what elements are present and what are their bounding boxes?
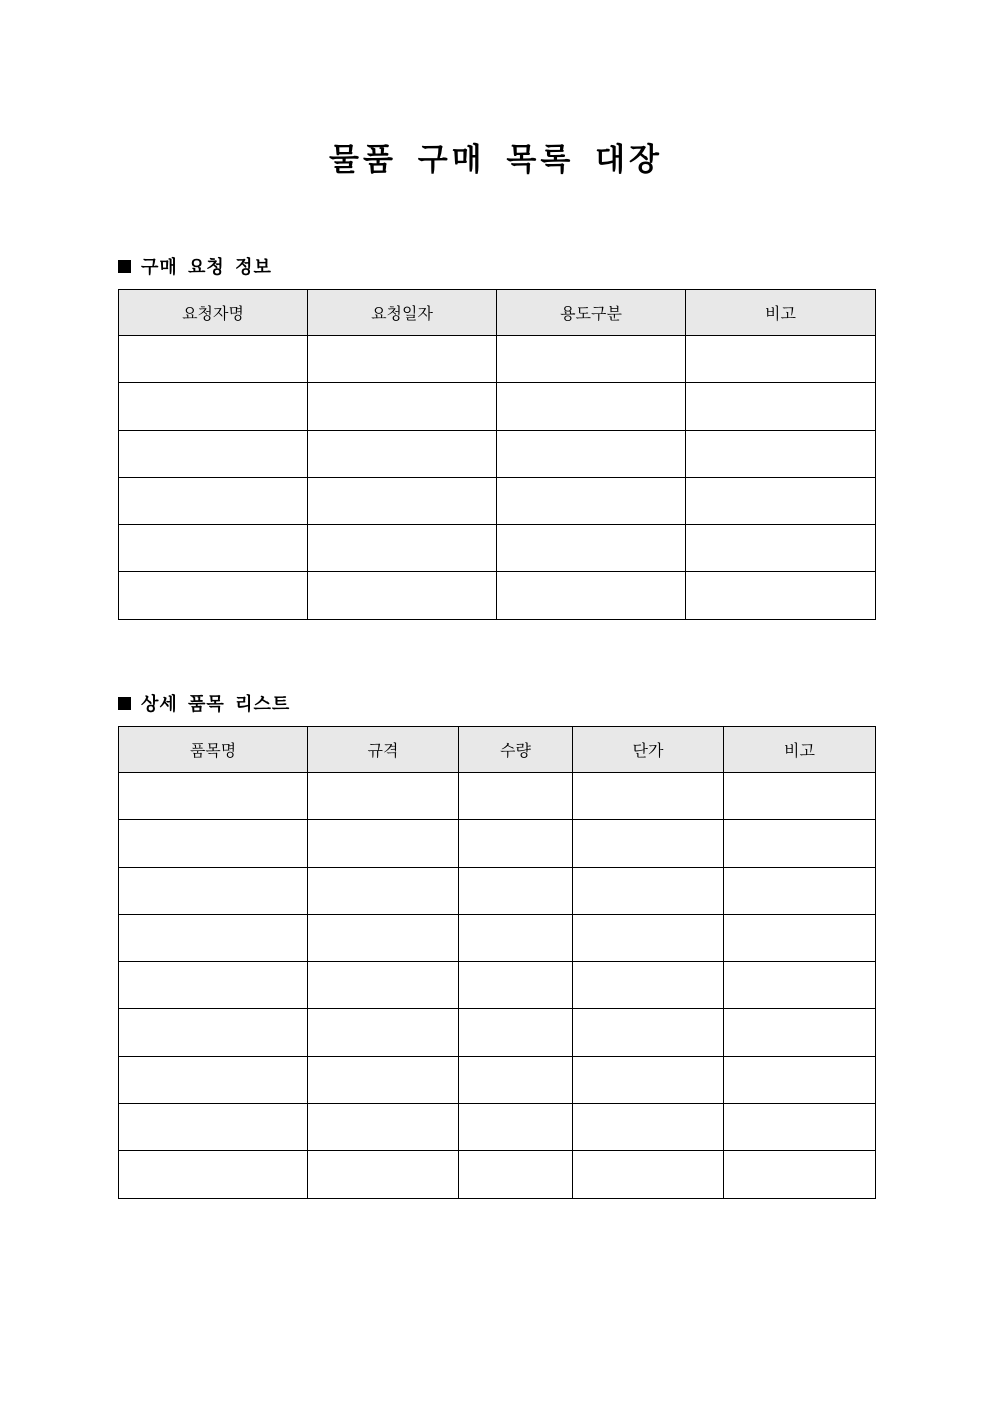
table-cell[interactable] — [119, 1151, 308, 1198]
table-cell[interactable] — [724, 1104, 876, 1151]
table-cell[interactable] — [497, 525, 686, 572]
request-info-table — [118, 289, 876, 620]
table-header-row — [119, 290, 876, 336]
table-cell[interactable] — [459, 1151, 573, 1198]
table-cell[interactable] — [686, 572, 876, 619]
table-cell[interactable] — [686, 477, 876, 524]
table-row — [119, 820, 876, 867]
table-cell[interactable] — [459, 867, 573, 914]
table-cell[interactable] — [497, 336, 686, 383]
table-cell[interactable] — [497, 477, 686, 524]
table-cell[interactable] — [573, 773, 724, 820]
table-cell[interactable] — [497, 572, 686, 619]
page-title: 물품 구매 목록 대장 — [329, 142, 663, 178]
table-cell[interactable] — [308, 867, 459, 914]
table-cell[interactable] — [308, 1151, 459, 1198]
table-cell[interactable] — [119, 962, 308, 1009]
table-cell[interactable] — [119, 867, 308, 914]
square-bullet-icon — [118, 697, 131, 710]
table-cell[interactable] — [308, 525, 497, 572]
table-row — [119, 1151, 876, 1198]
table-cell[interactable] — [308, 336, 497, 383]
item-list-table — [118, 726, 876, 1199]
table-cell[interactable] — [459, 1009, 573, 1056]
column-header-request-date: 요청일자 — [308, 290, 497, 336]
table-cell[interactable] — [119, 336, 308, 383]
table-cell[interactable] — [724, 1151, 876, 1198]
table-cell[interactable] — [308, 477, 497, 524]
table-cell[interactable] — [459, 1056, 573, 1103]
table-cell[interactable] — [573, 1009, 724, 1056]
table-cell[interactable] — [119, 820, 308, 867]
table-cell[interactable] — [573, 914, 724, 961]
table-row — [119, 1056, 876, 1103]
table-cell[interactable] — [686, 430, 876, 477]
table-header-row — [119, 727, 876, 773]
table-cell[interactable] — [308, 1056, 459, 1103]
table-cell[interactable] — [573, 1056, 724, 1103]
table-cell[interactable] — [459, 773, 573, 820]
table-cell[interactable] — [724, 1009, 876, 1056]
table-cell[interactable] — [724, 1056, 876, 1103]
table-cell[interactable] — [686, 336, 876, 383]
column-header-usage-type: 용도구분 — [497, 290, 686, 336]
table-cell[interactable] — [308, 962, 459, 1009]
table-cell[interactable] — [573, 1151, 724, 1198]
table-cell[interactable] — [308, 1104, 459, 1151]
table-row — [119, 525, 876, 572]
column-header-remarks: 비고 — [686, 290, 876, 336]
square-bullet-icon — [118, 260, 131, 273]
column-header-requester-name: 요청자명 — [119, 290, 308, 336]
table-cell[interactable] — [308, 1009, 459, 1056]
table-row — [119, 867, 876, 914]
table-cell[interactable] — [119, 430, 308, 477]
table-cell[interactable] — [119, 383, 308, 430]
table-cell[interactable] — [724, 867, 876, 914]
table-cell[interactable] — [119, 525, 308, 572]
table-cell[interactable] — [119, 1056, 308, 1103]
table-cell[interactable] — [497, 383, 686, 430]
section-heading-item-list — [118, 690, 290, 716]
column-header-specification: 규격 — [308, 727, 459, 773]
column-header-quantity: 수량 — [459, 727, 573, 773]
item-list-table-body — [119, 773, 876, 1199]
table-cell[interactable] — [308, 820, 459, 867]
table-cell[interactable] — [308, 430, 497, 477]
table-cell[interactable] — [724, 962, 876, 1009]
column-header-remarks: 비고 — [724, 727, 876, 773]
table-cell[interactable] — [119, 572, 308, 619]
table-row — [119, 477, 876, 524]
section-heading-request-info — [118, 253, 272, 279]
table-row — [119, 572, 876, 619]
table-row — [119, 383, 876, 430]
request-info-table-body — [119, 336, 876, 620]
table-row — [119, 962, 876, 1009]
table-cell[interactable] — [308, 383, 497, 430]
table-cell[interactable] — [724, 914, 876, 961]
table-cell[interactable] — [724, 773, 876, 820]
table-cell[interactable] — [119, 773, 308, 820]
table-row — [119, 914, 876, 961]
table-cell[interactable] — [119, 477, 308, 524]
table-cell[interactable] — [308, 914, 459, 961]
table-cell[interactable] — [119, 914, 308, 961]
table-cell[interactable] — [119, 1009, 308, 1056]
column-header-item-name: 품목명 — [119, 727, 308, 773]
table-cell[interactable] — [459, 962, 573, 1009]
table-cell[interactable] — [573, 820, 724, 867]
table-cell[interactable] — [686, 383, 876, 430]
table-row — [119, 773, 876, 820]
table-row — [119, 430, 876, 477]
section-heading-label: 상세 품목 리스트 — [141, 694, 291, 715]
table-cell[interactable] — [724, 820, 876, 867]
table-cell[interactable] — [308, 773, 459, 820]
table-cell[interactable] — [497, 430, 686, 477]
table-row — [119, 1009, 876, 1056]
table-cell[interactable] — [573, 1104, 724, 1151]
table-row — [119, 1104, 876, 1151]
table-cell[interactable] — [119, 1104, 308, 1151]
section-heading-label: 구매 요청 정보 — [141, 257, 272, 278]
table-cell[interactable] — [459, 820, 573, 867]
table-cell[interactable] — [573, 962, 724, 1009]
table-cell[interactable] — [573, 867, 724, 914]
table-cell[interactable] — [308, 572, 497, 619]
table-cell[interactable] — [459, 1104, 573, 1151]
table-cell[interactable] — [459, 914, 573, 961]
table-cell[interactable] — [686, 525, 876, 572]
column-header-unit-price: 단가 — [573, 727, 724, 773]
table-row — [119, 336, 876, 383]
